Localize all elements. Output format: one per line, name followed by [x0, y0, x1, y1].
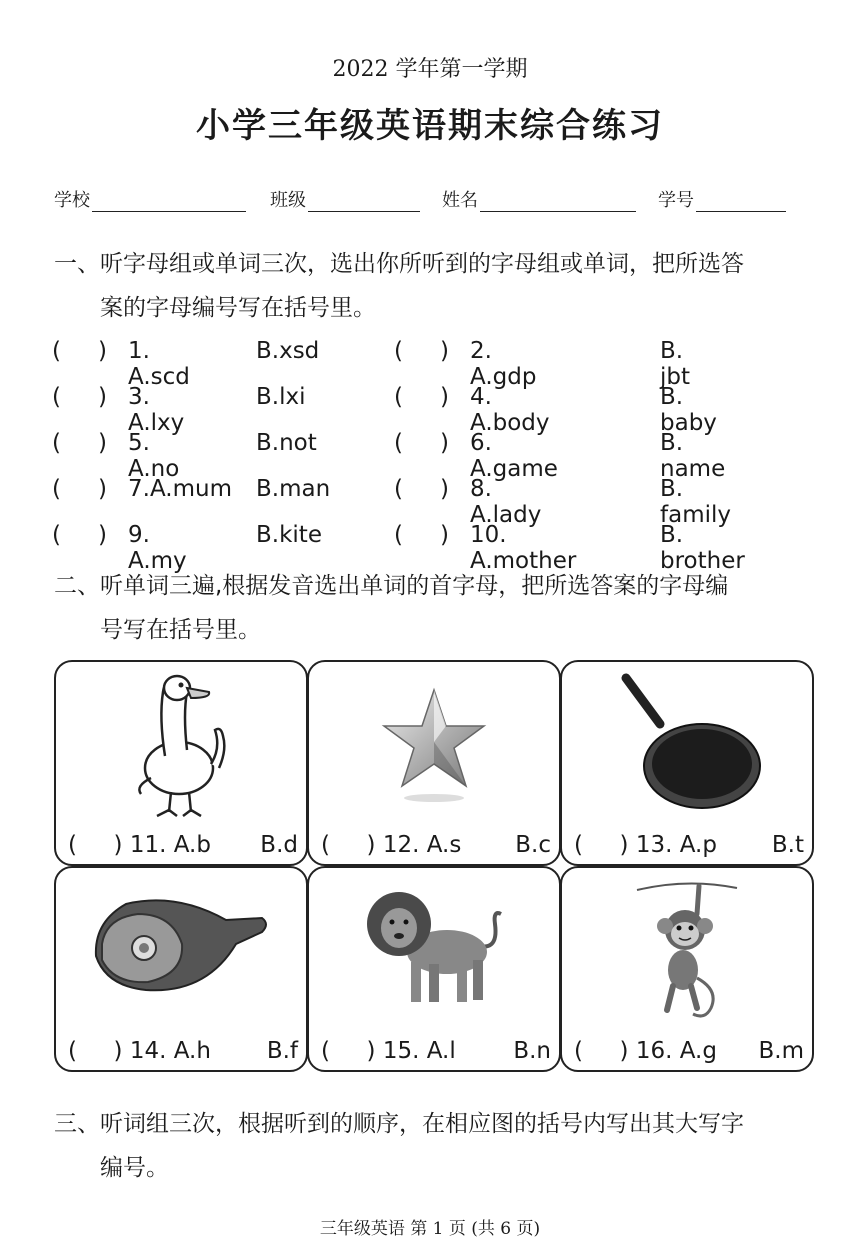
answer-paren-close: ) [440, 430, 449, 456]
answer-paren-close: ) [440, 384, 449, 410]
picture-card-15 [307, 866, 561, 1072]
class-label: 班级 [270, 190, 306, 211]
monkey-icon [627, 874, 747, 1024]
option-b: B.m [758, 1038, 804, 1064]
answer-paren-open[interactable]: ( [574, 1038, 583, 1064]
section1-questions [0, 338, 860, 574]
answer-paren-close: ) [98, 338, 107, 364]
answer-paren-open[interactable]: ( [394, 384, 403, 410]
section1-instructions [54, 242, 824, 330]
option-a: 5. A.no [128, 430, 180, 482]
option-a: 4. A.body [470, 384, 550, 436]
option-b: B.xsd [256, 338, 320, 364]
answer-paren-close: ) [440, 522, 449, 548]
option-b: B.not [256, 430, 317, 456]
number-label: 学号 [658, 190, 694, 211]
answer-paren-open[interactable]: ( [52, 476, 61, 502]
answer-paren-open[interactable]: ( [394, 522, 403, 548]
answer-paren-close: ) [98, 476, 107, 502]
answer-paren-open[interactable]: ( [574, 832, 583, 858]
option-b: B. baby [660, 384, 717, 436]
answer-paren-open[interactable]: ( [394, 338, 403, 364]
question-text: ) 14. A.h [113, 1038, 211, 1064]
option-b: B.c [515, 832, 551, 858]
picture-card-16 [560, 866, 814, 1072]
lion-icon [349, 874, 519, 1014]
answer-paren-close: ) [98, 384, 107, 410]
section3-line1: 三、听词组三次，根据听到的顺序，在相应图的括号内写出其大写字 [54, 1111, 744, 1137]
option-b: B.t [771, 832, 804, 858]
section2-line2: 号写在括号里。 [100, 617, 261, 643]
option-a: 2. A.gdp [470, 338, 537, 390]
option-b: B.n [513, 1038, 551, 1064]
answer-paren-close: ) [440, 338, 449, 364]
page-footer: 三年级英语 第 1 页 (共 6 页) [319, 1219, 541, 1239]
answer-paren-close: ) [98, 522, 107, 548]
section2-line1: 二、听单词三遍,根据发音选出单词的首字母，把所选答案的字母编 [54, 573, 729, 599]
answer-paren-open[interactable]: ( [52, 430, 61, 456]
option-b: B. jbt [660, 338, 691, 390]
pan-icon [612, 668, 762, 824]
option-b: B. brother [660, 522, 745, 574]
answer-paren-open[interactable]: ( [68, 832, 77, 858]
question-text: ) 13. A.p [619, 832, 717, 858]
answer-paren-open[interactable]: ( [321, 1038, 330, 1064]
ham-icon [86, 874, 276, 1014]
option-a: 10. A.mother [470, 522, 577, 574]
option-b: B. name [660, 430, 726, 482]
section1-line1: 一、听字母组或单词三次，选出你所听到的字母组或单词，把所选答 [54, 251, 744, 277]
school-label: 学校 [54, 190, 90, 211]
section1-line2: 案的字母编号写在括号里。 [100, 295, 376, 321]
name-label: 姓名 [442, 190, 478, 211]
question-text: ) 12. A.s [366, 832, 462, 858]
section3-line2: 编号。 [100, 1155, 169, 1181]
star-icon [374, 668, 494, 824]
school-field[interactable] [54, 186, 246, 212]
option-a: 8. A.lady [470, 476, 542, 528]
answer-paren-open[interactable]: ( [321, 832, 330, 858]
option-b: B.d [260, 832, 298, 858]
option-a: 7.A.mum [128, 476, 232, 502]
page-title: 小学三年级英语期末综合练习 [196, 106, 664, 146]
answer-paren-close: ) [98, 430, 107, 456]
option-a: 6. A.game [470, 430, 558, 482]
question-text: ) 11. A.b [113, 832, 211, 858]
number-field[interactable] [658, 186, 786, 212]
answer-paren-open[interactable]: ( [68, 1038, 77, 1064]
picture-card-12 [307, 660, 561, 866]
class-field[interactable] [270, 186, 420, 212]
section3-instructions [54, 1102, 824, 1190]
option-a: 3. A.lxy [128, 384, 185, 436]
term-heading: 2022 学年第一学期 [332, 57, 528, 82]
answer-paren-close: ) [440, 476, 449, 502]
option-b: B. family [660, 476, 731, 528]
answer-paren-open[interactable]: ( [394, 430, 403, 456]
option-a: 1. A.scd [128, 338, 190, 390]
option-b: B.lxi [256, 384, 306, 410]
answer-paren-open[interactable]: ( [52, 338, 61, 364]
goose-icon [121, 668, 241, 824]
question-text: ) 16. A.g [619, 1038, 717, 1064]
picture-card-13 [560, 660, 814, 866]
picture-card-11 [54, 660, 308, 866]
section2-instructions [54, 564, 824, 652]
option-a: 9. A.my [128, 522, 187, 574]
option-b: B.f [266, 1038, 298, 1064]
option-b: B.man [256, 476, 331, 502]
answer-paren-open[interactable]: ( [52, 522, 61, 548]
question-text: ) 15. A.l [366, 1038, 456, 1064]
option-b: B.kite [256, 522, 322, 548]
name-field[interactable] [442, 186, 636, 212]
answer-paren-open[interactable]: ( [52, 384, 61, 410]
answer-paren-open[interactable]: ( [394, 476, 403, 502]
picture-card-14 [54, 866, 308, 1072]
